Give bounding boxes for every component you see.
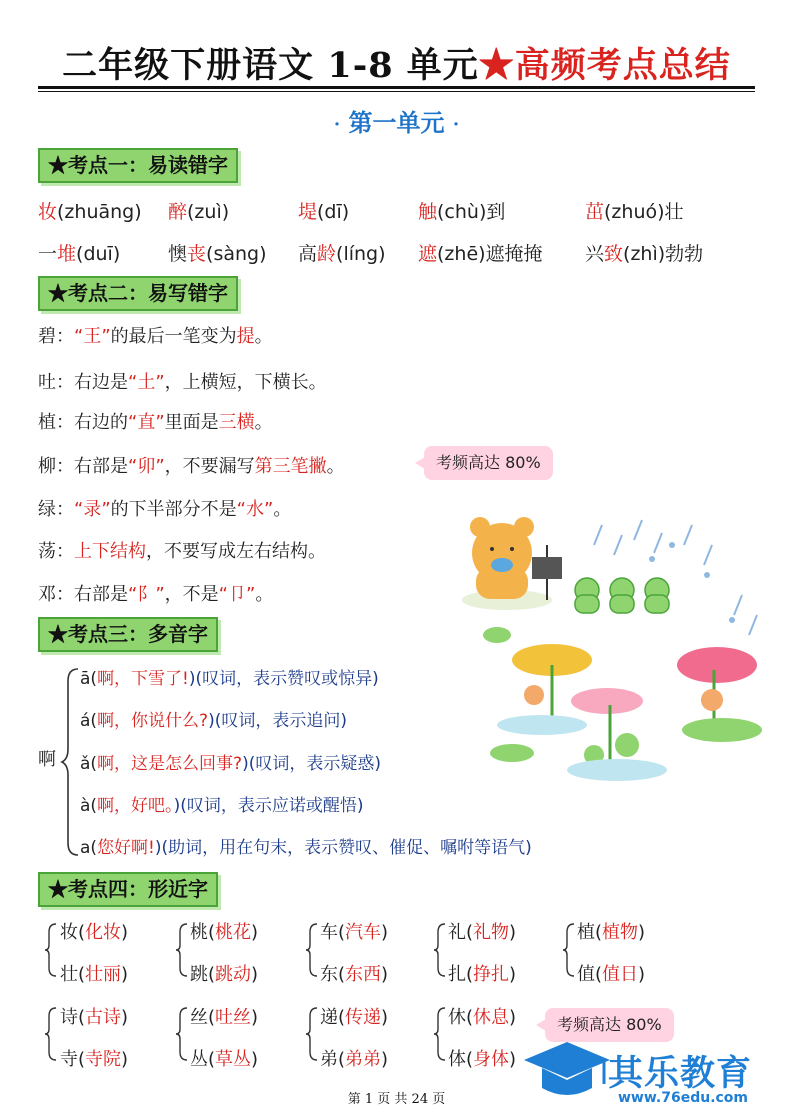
similar-char: 寺(寺院) [60,1049,129,1070]
write-error-row: 吐：右边是“土”，上横短，下横长。 [38,372,327,393]
similar-char: 休(休息) [448,1007,517,1028]
pinyin-item: 触(chù)到 [418,201,506,223]
pair-brace [44,1006,58,1062]
polyphone-char: 啊 [38,749,56,770]
unit-heading [0,103,793,138]
write-error-row: 碧：“王”的最后一笔变为提。 [38,326,273,347]
polyphone-item: ǎ(啊，这是怎么回事?)(叹词，表示疑惑) [80,754,381,774]
section-header-4: ★考点四：形近字 [38,872,218,907]
logo-url: www.76edu.com [618,1090,749,1106]
similar-char: 妆(化妆) [60,922,129,943]
pinyin-item: 遮(zhē)遮掩掩 [418,243,543,265]
similar-char: 植(植物) [577,922,646,943]
similar-char: 壮(壮丽) [60,964,129,985]
similar-char: 礼(礼物) [448,922,517,943]
pair-brace [433,922,447,978]
page-footer: 第 1 页 共 24 页 [347,1092,446,1107]
similar-char: 丛(草丛) [190,1049,259,1070]
unit-label: 第一单元 [348,108,445,137]
polyphone-item: ā(啊，下雪了!)(叹词，表示赞叹或惊异) [80,669,379,689]
similar-char: 跳(跳动) [190,964,259,985]
polyphone-brace [60,667,82,857]
similar-char: 值(值日) [577,964,646,985]
pinyin-item: 妆(zhuāng) [38,201,142,223]
write-error-row: 邓：右部是“阝”，不是“卩”。 [38,584,274,605]
similar-char: 丝(吐丝) [190,1007,259,1028]
pinyin-item: 懊丧(sàng) [168,243,267,265]
title-highlight: 高频考点总结 [514,45,731,86]
polyphone-item: à(啊，好吧。)(叹词，表示应诺或醒悟) [80,796,364,816]
pinyin-item: 高龄(líng) [298,243,386,265]
section-header-3: ★考点三：多音字 [38,617,218,652]
title-underline [38,86,755,89]
pair-brace [305,922,319,978]
write-error-row: 柳：右部是“卯”，不要漏写第三笔撇。 [38,456,345,477]
pair-brace [44,922,58,978]
frequency-badge-2: 考频高达 80% [545,1008,674,1042]
write-error-row: 绿：“录”的下半部分不是“水”。 [38,499,292,520]
illustration-bear-frogs [462,505,782,790]
logo-name: 其乐教育 [608,1054,753,1094]
frequency-badge: 考频高达 80% [424,446,553,480]
similar-char: 东(东西) [320,964,389,985]
pinyin-item: 兴致(zhì)勃勃 [585,243,704,265]
similar-char: 诗(古诗) [60,1007,129,1028]
similar-char: 车(汽车) [320,922,389,943]
similar-char: 体(身体) [448,1049,517,1070]
similar-char: 弟(弟弟) [320,1049,389,1070]
star-icon: ★ [478,45,515,86]
pair-brace [175,922,189,978]
title-underline-thin [38,91,755,92]
pair-brace [562,922,576,978]
pinyin-item: 堤(dī) [298,201,350,223]
pinyin-item: 醉(zuì) [168,201,230,223]
title-main: 二年级下册语文 1-8 单元 [62,45,479,86]
similar-char: 桃(桃花) [190,922,259,943]
polyphone-item: á(啊，你说什么?)(叹词，表示追问) [80,711,347,731]
write-error-row: 植：右边的“直”里面是三横。 [38,412,273,433]
polyphone-item: a(您好啊!)(助词，用在句末，表示赞叹、催促、嘱咐等语气) [80,838,532,858]
unit-dot-right: · [452,114,460,135]
pair-brace [175,1006,189,1062]
pinyin-item: 茁(zhuó)壮 [585,201,684,223]
pair-brace [433,1006,447,1062]
similar-char: 递(传递) [320,1007,389,1028]
write-error-row: 荡：上下结构，不要写成左右结构。 [38,541,326,562]
pinyin-item: 一堆(duī) [38,243,121,265]
unit-dot-left: · [333,114,341,135]
section-header-1: ★考点一：易读错字 [38,148,238,183]
similar-char: 扎(挣扎) [448,964,517,985]
pair-brace [305,1006,319,1062]
section-header-2: ★考点二：易写错字 [38,276,238,311]
page-title [0,38,793,88]
